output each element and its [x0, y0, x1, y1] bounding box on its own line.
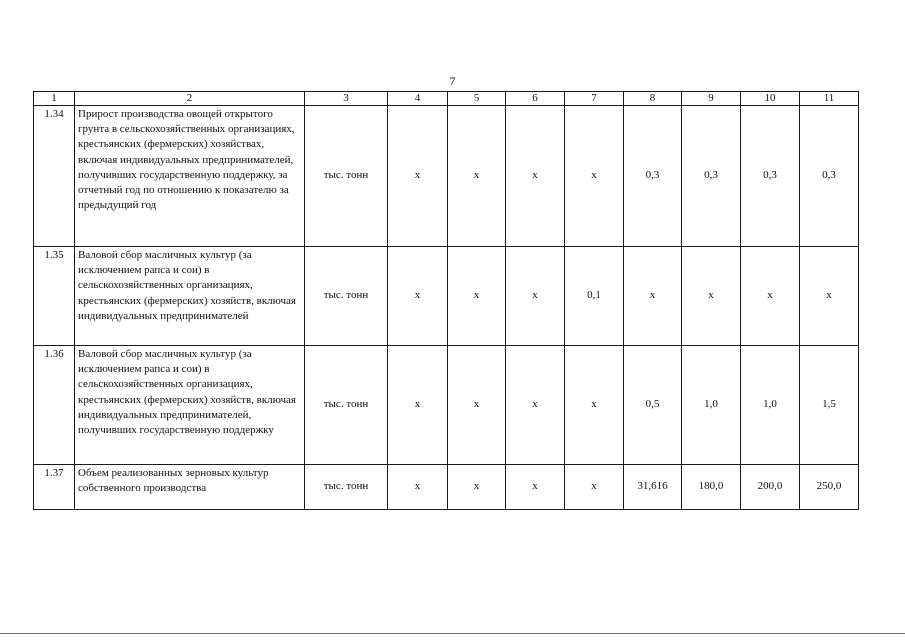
value-cell: 1,0 [682, 346, 741, 465]
page-number: 7 [449, 74, 456, 88]
unit-cell: тыс. тонн [305, 106, 388, 247]
column-number: 10 [741, 92, 800, 106]
column-number: 9 [682, 92, 741, 106]
value-cell: х [506, 346, 565, 465]
value-cell: 1,0 [741, 346, 800, 465]
table-row [34, 247, 859, 346]
value-cell: х [506, 247, 565, 346]
indicator-name: Объем реализованных зерновых культур собственного производства [75, 465, 305, 510]
value-cell: 0,3 [741, 106, 800, 247]
table-row [34, 106, 859, 247]
indicator-name: Валовой сбор масличных культур (за исключением рапса и сои) в сельскохозяйственных организациях, крестьянских (фермерских) хозяйств, включая индивидуальных предпринимателей [75, 247, 305, 346]
column-number: 8 [624, 92, 682, 106]
unit-cell: тыс. тонн [305, 346, 388, 465]
value-cell: 1,5 [800, 346, 859, 465]
value-cell: х [448, 106, 506, 247]
value-cell: 0,3 [800, 106, 859, 247]
value-cell: 200,0 [741, 465, 800, 510]
value-cell: х [565, 346, 624, 465]
scan-edge-line [0, 633, 905, 634]
value-cell: х [448, 346, 506, 465]
column-number: 6 [506, 92, 565, 106]
indicators-table [33, 91, 859, 510]
value-cell: х [388, 465, 448, 510]
value-cell: х [388, 106, 448, 247]
value-cell: х [741, 247, 800, 346]
unit-cell: тыс. тонн [305, 247, 388, 346]
value-cell: х [800, 247, 859, 346]
value-cell: 0,3 [624, 106, 682, 247]
value-cell: 0,3 [682, 106, 741, 247]
value-cell: х [565, 465, 624, 510]
row-number: 1.35 [34, 247, 75, 346]
column-number: 3 [305, 92, 388, 106]
value-cell: х [388, 247, 448, 346]
value-cell: х [448, 247, 506, 346]
table-row [34, 346, 859, 465]
column-number-row [34, 92, 859, 106]
row-number: 1.37 [34, 465, 75, 510]
row-number: 1.36 [34, 346, 75, 465]
column-number: 5 [448, 92, 506, 106]
column-number: 4 [388, 92, 448, 106]
value-cell: х [565, 106, 624, 247]
column-number: 7 [565, 92, 624, 106]
row-number: 1.34 [34, 106, 75, 247]
indicator-name: Валовой сбор масличных культур (за исключением рапса и сои) в сельскохозяйственных организациях, крестьянских (фермерских) хозяйств, включая индивидуальных предпринимателей, получивших государственную поддержку [75, 346, 305, 465]
value-cell: 180,0 [682, 465, 741, 510]
value-cell: х [506, 106, 565, 247]
value-cell: 250,0 [800, 465, 859, 510]
value-cell: 0,1 [565, 247, 624, 346]
table-row [34, 465, 859, 510]
unit-cell: тыс. тонн [305, 465, 388, 510]
value-cell: х [448, 465, 506, 510]
value-cell: х [388, 346, 448, 465]
value-cell: 0,5 [624, 346, 682, 465]
indicator-name: Прирост производства овощей открытого грунта в сельскохозяйственных организациях, крестьянских (фермерских) хозяйствах, включая индивидуальных предпринимателей, получивших государственную поддержку, за отчетный год по отношению к показателю за предыдущий год [75, 106, 305, 247]
value-cell: х [506, 465, 565, 510]
value-cell: х [624, 247, 682, 346]
column-number: 11 [800, 92, 859, 106]
value-cell: х [682, 247, 741, 346]
value-cell: 31,616 [624, 465, 682, 510]
column-number: 1 [34, 92, 75, 106]
column-number: 2 [75, 92, 305, 106]
